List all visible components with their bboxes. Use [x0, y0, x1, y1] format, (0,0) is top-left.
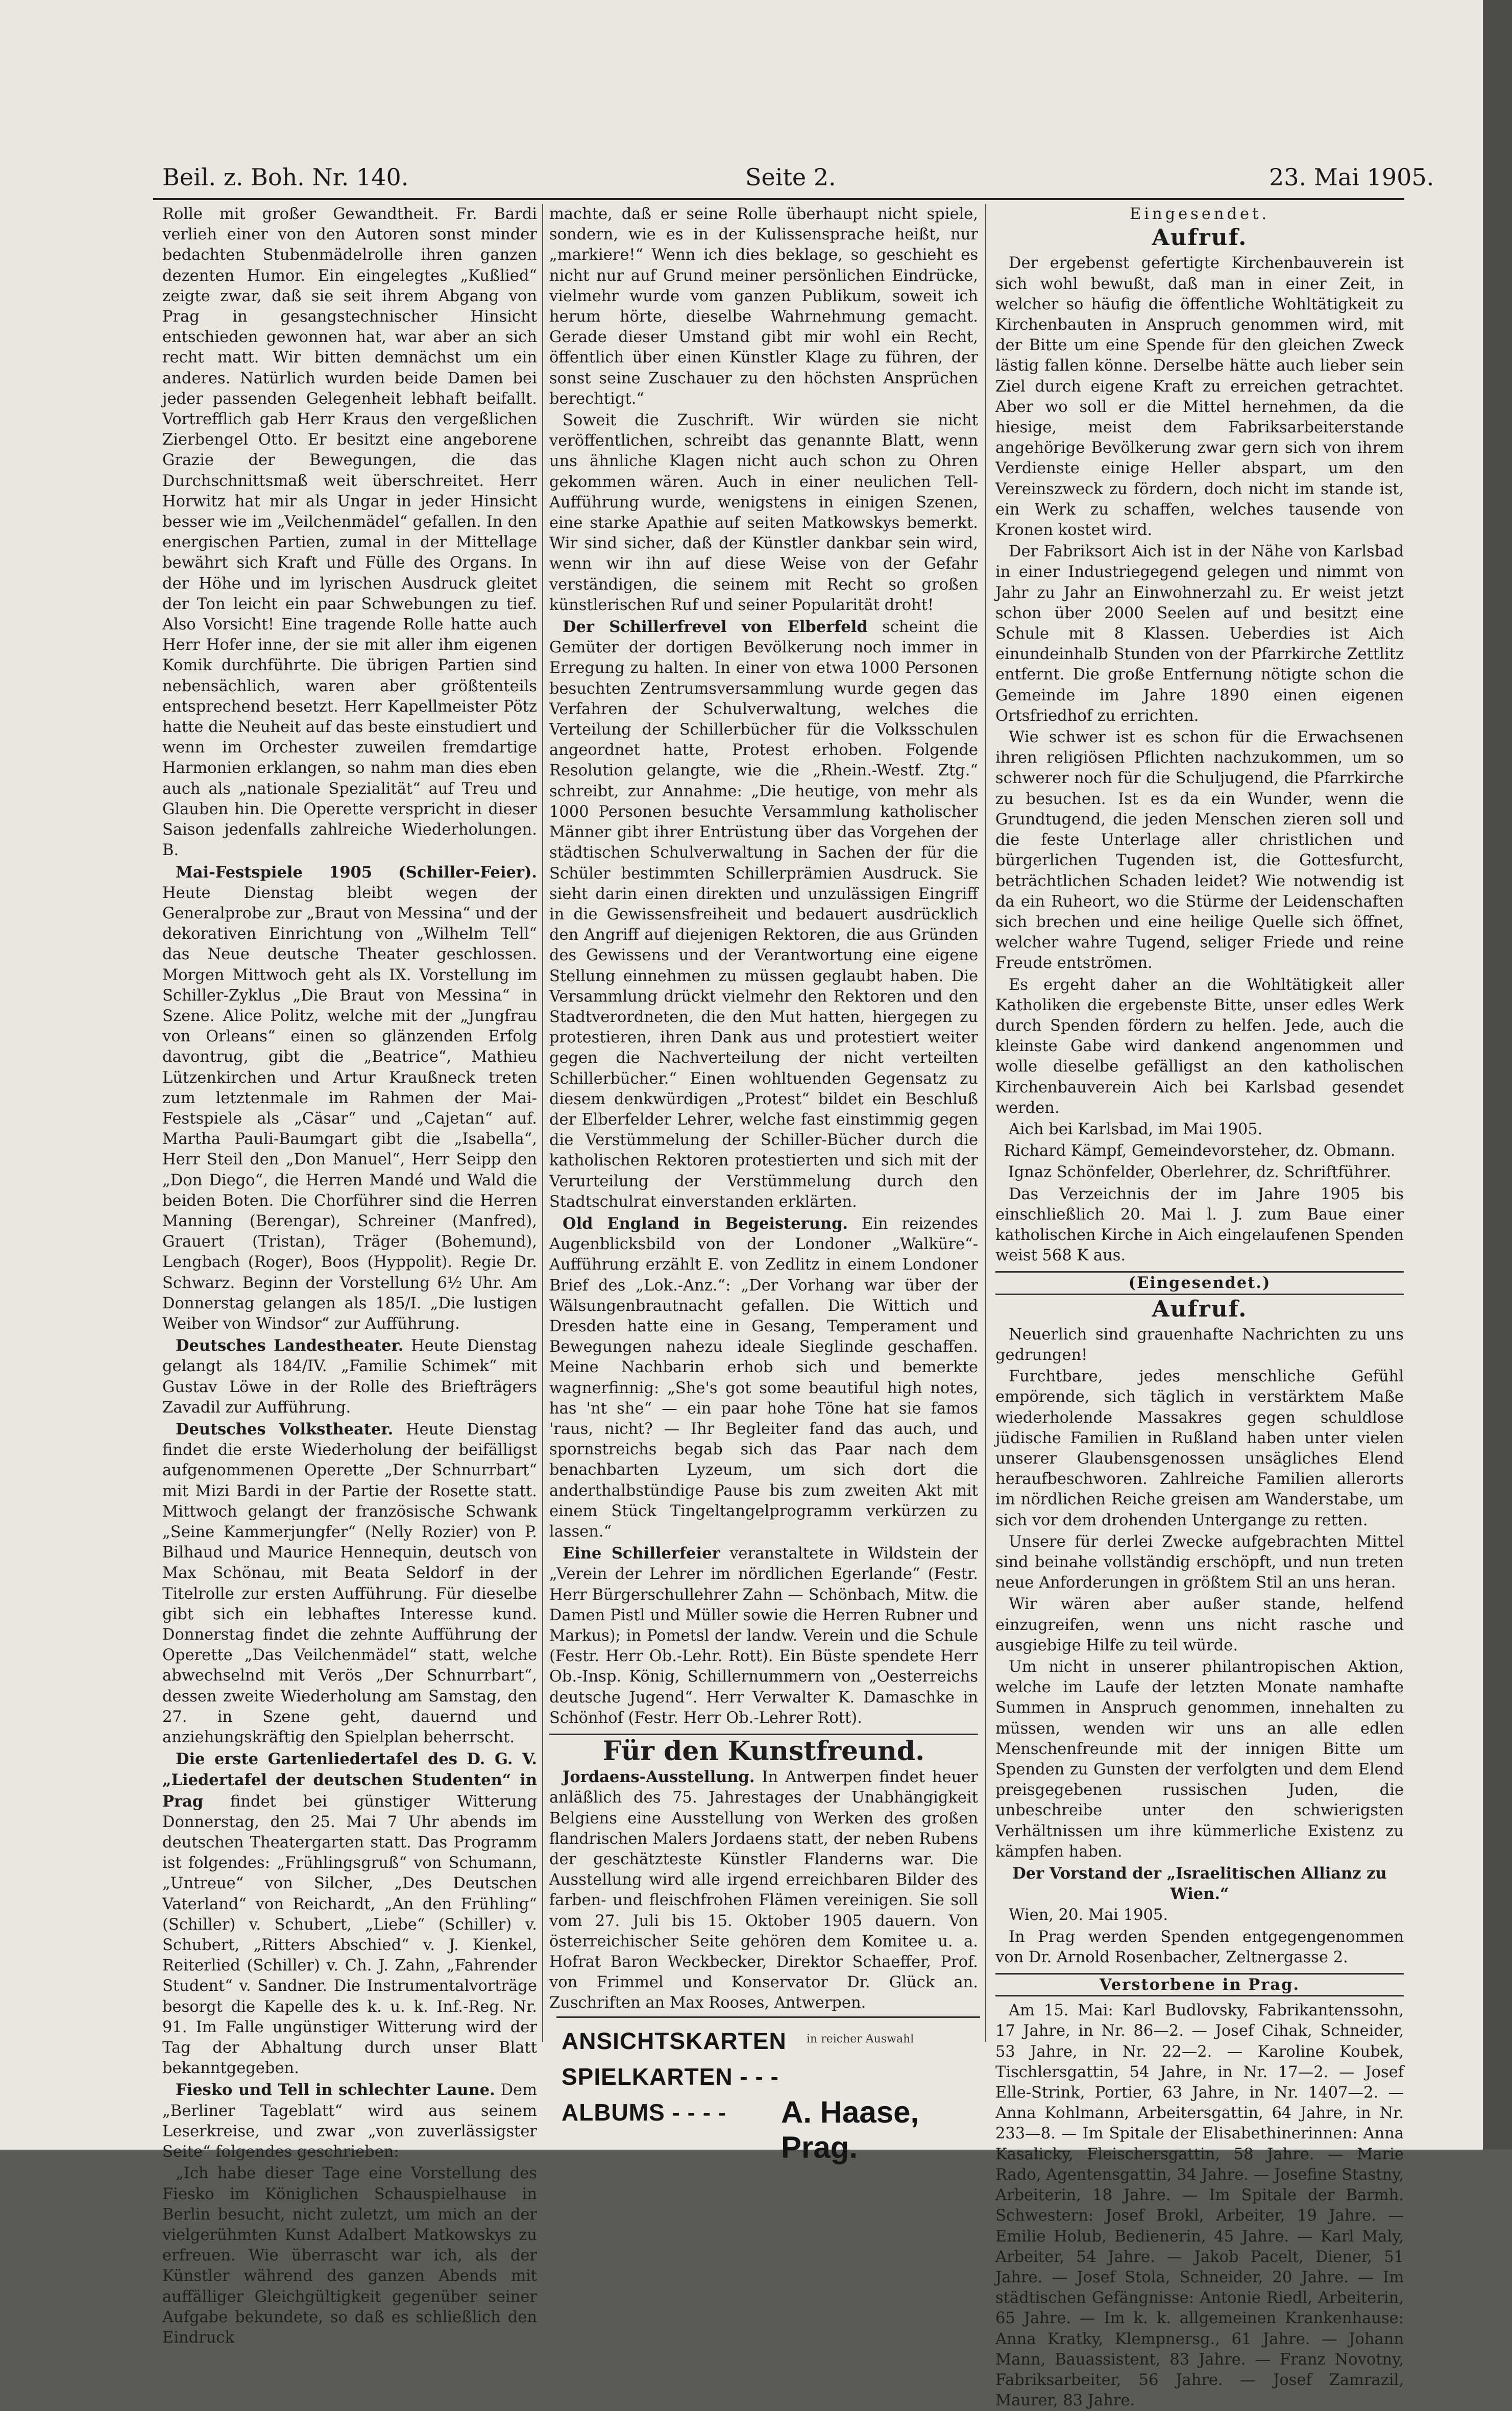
appeal-text: Unsere für derlei Zwecke aufgebrachten Mittel sind beinahe vollständig erschöpft, und nun treten neue Anforderungen in größtem Stil an uns heran. — [995, 1532, 1404, 1592]
column-divider — [985, 204, 986, 2042]
article — [162, 2080, 537, 2162]
article-heading: Eine Schillerfeier — [563, 1544, 720, 1563]
ad-side-note: in reicher Auswahl — [807, 2033, 914, 2045]
appeal-text: In Prag werden Spenden entgegengenommen von Dr. Arnold Rosenbacher, Zeltnergasse 2. — [995, 1928, 1404, 1966]
appeal-text: Das Verzeichnis der im Jahre 1905 bis einschließlich 20. Mai l. J. zum Baue einer katholischen Kirche in Aich eingelaufenen Spenden weist 568 K aus. — [995, 1185, 1404, 1265]
appeal-text: Der ergebenst gefertigte Kirchenbauverein ist sich wohl bewußt, daß man in einer Zeit, in welcher so häufig die öffentliche Wohltätigkeit zu Kirchenbauten in Anspruch genommen wird, mit der Bitte um eine Spende für den gleichen Zweck lästig fallen könne. Derselbe hätte auch lieber sein Ziel durch eigene Kraft zu erreichen getrachtet. Aber wo soll er die Mittel hernehmen, da die hiesige, meist dem Fabriksarbeiterstande angehörige Bevölkerung zwar gern sich von ihrem Verdienste einige Heller abspart, um den Vereinszweck zu fördern, doch nicht im stande ist, ein Werk zu schaffen, welches tausende von Kronen kostet wird. — [995, 254, 1404, 540]
article-heading: Mai-Festspiele 1905 (Schiller-Feier). — [176, 863, 537, 882]
appeal-title: Aufruf. — [1152, 1296, 1248, 1322]
appeal-text: Es ergeht daher an die Wohltätigkeit aller Katholiken die ergebenste Bitte, unser edles Werk durch Spenden fördern zu helfen. Jede, auch die kleinste Gabe wird dankend angenommen und wolle dieselbe gefälligst an den katholischen Kirchenbauverein Aich bei Karlsbad gesendet werden. — [995, 976, 1404, 1117]
appeal-text: Neuerlich sind grauenhafte Nachrichten zu uns gedrungen! — [995, 1325, 1404, 1364]
advertisement — [556, 2016, 980, 2164]
article — [162, 1749, 537, 2079]
submitted-label: Eingesendet. — [1129, 205, 1270, 223]
article-text: scheint die Gemüter der dortigen Bevölkerung noch immer in Erregung zu halten. In einer von etwa 1000 Personen besuchten Zentrumsversammlung wurde gegen das Verfahren der Schulverwaltung, welches die Verteilung der Schillerbücher für die Volksschulen angeordnet hatte, Protest erhoben. Folgende Resolution gelangte, wie die „Rhein.-Westf. Ztg.“ schreibt, zur Annahme: „Die heutige, von mehr als 1000 Personen besuchte Versammlung katholischer Männer gibt ihrer Entrüstung über das Vorgehen der städtischen Schulverwaltung in Sachen der für die Schüler bestimmten Schillerprämien Ausdruck. Sie sieht darin einen direkten und unzulässigen Eingriff in die Gewissensfreiheit und bedauert ausdrücklich den Angriff auf diejenigen Rektoren, die aus Gründen des Gewissens und der Verantwortung eine eigene Stellung einnehmen zu müssen geglaubt haben. Die Versammlung drückt vielmehr den Rektoren und den Stadtverordneten, die den Mut hatten, hiergegen zu protestieren, ihren Dank aus und protestiert weiter gegen die Nachverteilung der nicht verteilten Schillerbücher.“ Einen wohltuenden Gegensatz zu diesem denkwürdigen „Protest“ bildet ein Beschluß der Elberfelder Lehrer, welche fast einstimmig gegen die Verstümmelung der Schiller-Bücher durch die katholischen Rektoren protestierten und sich mit der Verurteilung der Verstümmelung durch den Stadtschulrat einverstanden erklärten. — [549, 618, 979, 1211]
article-text: Soweit die Zuschrift. Wir würden sie nicht veröffentlichen, schreibt das genannte Blatt, wenn uns ähnliche Klagen nicht auch schon zu Ohren gekommen wären. Auch in einer neulichen Tell-Aufführung wurde, wenigstens in einigen Szenen, eine starke Apathie auf seiten Matkowskys bemerkt. Wir sind sicher, daß der Künstler dankbar sein wird, wenn wir ihn auf diese Weise von der Gefahr verständigen, die seinem mit Recht so großen künstlerischen Ruf und seiner Popularität droht! — [549, 411, 978, 614]
article-heading: Jordaens-Ausstellung. — [563, 1768, 755, 1787]
article-text: machte, daß er seine Rolle überhaupt nicht spiele, sondern, wie es in der Kulissensprache heißt, nur „markiere!“ Wenn ich dies beklage, so geschieht es nicht nur auf Grund meiner persönlichen Eindrücke, vielmehr wurde vom ganzen Publikum, soweit ich herum hörte, dieselbe Wahrnehmung gemacht. Gerade dieser Umstand gibt mir wohl ein Recht, öffentlich über einen Künstler Klage zu führen, der sonst seine Zuschauer zu den höchsten Ansprüchen berechtigt.“ — [549, 205, 978, 408]
appeal-title: Aufruf. — [1152, 225, 1248, 251]
column-middle — [549, 204, 978, 2037]
article-heading: Der Schillerfrevel von Elberfeld — [563, 618, 868, 637]
ad-line: ANSICHTSKARTEN — [562, 2028, 787, 2054]
article-text: Heute Dienstag bleibt wegen der Generalprobe zur „Braut von Messina“ und der dekorativen Einrichtung von „Wilhelm Tell“ das Neue deutsche Theater geschlossen. Morgen Mittwoch geht als IX. Vorstellung im Schiller-Zyklus „Die Braut von Messina“ in Szene. Alice Politz, welche mit der „Jungfrau von Orleans“ einen so glänzenden Erfolg davontrug, gibt die „Beatrice“, Mathieu Lützenkirchen und Artur Kraußneck treten zum letztenmale im Rahmen der Mai-Festspiele als „Cäsar“ und „Cajetan“ auf. Martha Pauli-Baumgart gibt die „Isabella“, Herr Steil den „Don Manuel“, Herr Seipp den „Don Diego“, die Herren Mandé und Wald die beiden Boten. Die Chorführer sind die Herren Manning (Berengar), Schreiner (Manfred), Grauert (Tristan), Träger (Bohemund), Lengbach (Roger), Boos (Hyppolit). Regie Dr. Schwarz. Beginn der Vorstellung 6½ Uhr. Am Donnerstag gelangen als 185/I. „Die lustigen Weiber von Windsor“ zur Aufführung. — [162, 884, 537, 1333]
article — [162, 862, 537, 1335]
header-date: 23. Mai 1905. — [1269, 163, 1434, 191]
column-divider — [542, 204, 543, 2042]
article-heading: Deutsches Landestheater. — [176, 1336, 404, 1355]
article-text: Heute Dienstag findet die erste Wiederholung der beifälligst aufgenommenen Operette „Der Schnurrbart“ mit Mizi Bardi in der Partie der Rosette statt. Mittwoch gelangt der französische Schwank „Seine Kammerjungfer“ (Nelly Rozier) von P. Bilhaud und Maurice Hennequin, deutsch von Max Schönau, mit Beata Seldorf in der Titelrolle zur ersten Aufführung. Für dieselbe gibt sich ein lebhaftes Interesse kund. Donnerstag findet die zehnte Aufführung der Operette „Das Veilchenmädel“ statt, welche abwechselnd mit Verös „Der Schnurrbart“, dessen zweite Wiederholung am Samstag, den 27. in Szene geht, dauernd und anziehungskräftig den Spielplan beherrscht. — [162, 1420, 538, 1747]
article-text: findet bei günstiger Witterung Donnerstag, den 25. Mai 7 Uhr abends im deutschen Theatergarten statt. Das Programm ist folgendes: „Frühlingsgruß“ von Schumann, „Untreue“ von Silcher, „Des Deutschen Vaterland“ von Reichardt, „An den Frühling“ (Schiller) v. Schubert, „Liebe“ (Schiller) v. Schubert, „Ritters Abschied“ v. J. Kienkel, Reiterlied (Schiller) v. Ch. J. Zahn, „Fahrender Student“ v. Sandner. Die Instrumentalvorträge besorgt die Kapelle des k. u. k. Inf.-Reg. Nr. 91. Im Falle ungünstiger Witterung wird der Tag der Abhaltung durch unser Blatt bekanntgegeben. — [162, 1792, 537, 2078]
article — [549, 1767, 978, 2013]
article — [162, 1419, 537, 1748]
appeal-place-date: Aich bei Karlsbad, im Mai 1905. — [1009, 1120, 1263, 1138]
appeal-signature: Ignaz Schönfelder, Oberlehrer, dz. Schriftführer. — [1008, 1163, 1392, 1182]
header-page-number: Seite 2. — [745, 163, 836, 191]
article — [162, 1335, 537, 1418]
deaths-list: Am 15. Mai: Karl Budlovsky, Fabrikantenssohn, 17 Jahre, in Nr. 86—2. — Josef Cihak, Schneider, 53 Jahre, in Nr. 22—2. — Karoline Koubek, Tischlersgattin, 54 Jahre, in Nr. 17—2. — Josef Elle-Strink, Portier, 63 Jahre, in Nr. 1407—2. — Anna Kohlmann, Arbeitersgattin, 64 Jahre, in Nr. 233—8. — Im Spitale der Elisabethinerinnen: Anna Kasalicky, Fleischersgattin, 58 Jahre. — Marie Rado, Agentensgattin, 34 Jahre. — Josefine Stastny, Arbeiterin, 18 Jahre. — Im Spitale der Barmh. Schwestern: Josef Brokl, Arbeiter, 19 Jahre. — Emilie Holub, Bedienerin, 45 Jahre. — Karl Maly, Arbeiter, 54 Jahre. — Jakob Pacelt, Diener, 51 Jahre. — Josef Stola, Schneider, 20 Jahre. — Im städtischen Gefängnisse: Antonie Riedl, Arbeiterin, 65 Jahre. — Im k. k. allgemeinen Krankenhause: Anna Kratky, Klempnersg., 61 Jahre. — Johann Mann, Bauassistent, 83 Jahre. — Franz Novotny, Fabriksarbeiter, 56 Jahre. — Josef Zamrazil, Maurer, 83 Jahre. — [995, 2002, 1404, 2410]
appeal-text: Der Fabriksort Aich ist in der Nähe von Karlsbad in einer Industriegegend gelegen und nimmt von Jahr zu Jahr an Einwohnerzahl zu. Er weist jetzt schon über 2000 Seelen auf und besitzt eine Schule mit 8 Klassen. Ueberdies ist Aich einundeinhalb Stunden von der Pfarrkirche Zettlitz entfernt. Die große Entfernung nötigte schon die Gemeinde im Jahre 1890 einen eigenen Ortsfriedhof zu errichten. — [995, 543, 1404, 725]
column-left — [162, 204, 538, 2347]
article — [549, 1213, 978, 1542]
deaths-title: Verstorbene in Prag. — [995, 1973, 1404, 1996]
header-supplement-number: Beil. z. Boh. Nr. 140. — [162, 163, 409, 191]
appeal-signature: Richard Kämpf, Gemeindevorsteher, dz. Obmann. — [1004, 1142, 1396, 1160]
article-text: veranstaltete in Wildstein der „Verein der Lehrer im nördlichen Egerlande“ (Festr. Herr Bürgerschullehrer Zahn — Schönbach, Mitw. die Damen Pistl und Müller sowie die Herren Rubner und Markus); in Pometsl der landw. Verein und die Schule (Festr. Herr Ob.-Lehr. Rott). Ein Büste spendete Herr Ob.-Insp. König, Schillernummern von „Oesterreichs deutsche Jugend“. Herr Verwalter K. Damaschke in Schönhof (Festr. Herr Ob.-Lehrer Rott). — [549, 1545, 978, 1727]
article-heading: Old England in Begeisterung. — [563, 1214, 848, 1233]
appeal-place-date: Wien, 20. Mai 1905. — [1009, 1906, 1168, 1925]
section-title: Für den Kunstfreund. — [549, 1734, 978, 1762]
article-text: Ein reizendes Augenblicksbild von der Londoner „Walküre“-Aufführung erzählt E. von Zedlitz in einem Londoner Brief des „Lok.-Anz.“: „Der Vorhang war über der Wälsungenbrautnacht gefallen. Die Wittich und Dresden hatte eine in Gesang, Temperament und Bewegungen nahezu ideale Sieglinde geschaffen. Meine Nachbarin erhob sich und bemerkte wagnerfinnig: „She's got some beautiful high notes, has 'nt she“ — ein paar hohe Töne hat sie famos 'raus, nicht? — Ihr Begleiter fand das auch, und spornstreichs begab sich das Paar nach dem benachbarten Lyzeum, um sich dort die anderthalbstündige Pause bis zum zweiten Akt mit einem Stück Tingeltangelprogramm verkürzen zu lassen.“ — [549, 1214, 978, 1541]
appeal-signature: Der Vorstand der „Israelitischen Allianz zu Wien.“ — [1012, 1864, 1387, 1904]
article-text: Heute Dienstag gelangt als 184/IV. „Familie Schimek“ mit Gustav Löwe in der Rolle des Briefträgers Zavadil zur Aufführung. — [162, 1337, 538, 1417]
article-text: In Antwerpen findet heuer anläßlich des 75. Jahrestages der Unabhängigkeit Belgiens eine Ausstellung von Werken des großen flandrischen Malers Jordaens statt, der neben Rubens der geschätzteste Künstler Flanderns war. Die Ausstellung wird alle irgend erreichbaren Bilder des farben- und fleischfrohen Flämen vereinigen. Sie soll vom 27. Juli bis 15. Oktober 1905 dauern. Von österreichischer Seite gehören dem Komitee u. a. Hofrat Baron Weckbecker, Direktor Schaeffer, Prof. von Frimmel und Konservator Dr. Glück an. Zuschriften an Max Rooses, Antwerpen. — [549, 1768, 978, 2012]
column-right — [995, 204, 1404, 2410]
ad-line: ALBUMS - - - - — [562, 2099, 727, 2126]
article-heading: Fiesko und Tell in schlechter Laune. — [176, 2081, 495, 2100]
article-text: Rolle mit großer Gewandtheit. Fr. Bardi verlieh einer von den Autoren sonst minder bedachten Stubenmädelrolle ihren ganzen dezenten Humor. Ein eingelegtes „Kußlied“ zeigte zwar, daß sie seit ihrem Abgang von Prag in gesangstechnischer Hinsicht entschieden gewonnen hat, war aber an sich recht matt. Wir bitten demnächst um ein anderes. Natürlich wurden beide Damen bei jeder passenden Gelegenheit lebhaft beifallt. Vortrefflich gab Herr Kraus den vergeßlichen Zierbengel Otto. Er besitzt eine angeborene Grazie der Bewegungen, die das Durchschnittsmaß weit überschreitet. Herr Horwitz hat mir als Ungar in jeder Hinsicht besser wie im „Veilchenmädel“ gefallen. In den energischen Partien, zumal in der Mittellage bewährt sich Kraft und Fülle des Organs. In der Höhe und im lyrischen Ausdruck gleitet der Ton leicht ein paar Schwebungen zu tief. Also Vorsicht! Eine tragende Rolle hatte auch Herr Hofer inne, der sie mit aller ihm eigenen Komik durchführte. Die übrigen Partien sind nebensächlich, waren aber größtenteils entsprechend besetzt. Herr Kapellmeister Pötz hatte die Neuheit auf das beste einstudiert und wenn im Orchester zuweilen fremdartige Harmonien erklangen, so nahm man dies eben auch als „nationale Spezialität“ auf Treu und Glauben hin. Die Operette verspricht in dieser Saison jedenfalls zahlreiche Wiederholungen. B. — [162, 205, 537, 860]
page-edge-shadow — [1483, 0, 1512, 2150]
submitted-label: (Eingesendet.) — [995, 1271, 1404, 1295]
article-quote: „Ich habe dieser Tage eine Vorstellung des Fiesko im Königlichen Schauspielhause in Berlin besucht, nicht zuletzt, um mich an der vielgerühmten Kunst Adalbert Matkowskys zu erfreuen. Wie überrascht war ich, als der Künstler während des ganzen Abends mit auffälliger Gleichgültigkeit gegenüber seiner Aufgabe bekundete, so daß es schließlich den Eindruck — [162, 2164, 537, 2347]
article-text: Dem „Berliner Tageblatt“ wird aus seinem Leserkreise, und zwar „von zuverlässigster Seite“ folgendes geschrieben: — [162, 2081, 537, 2161]
appeal-text: Furchtbare, jedes menschliche Gefühl empörende, sich täglich in verstärktem Maße wiederholende Massakres gegen schuldlose jüdische Familien in Rußland haben unter vielen unserer Glaubensgenossen unsägliches Elend heraufbeschworen. Zahlreiche Familien allerorts im nördlichen Reiche greisen am Wanderstabe, um sich vor dem drohenden Untergange zu retten. — [995, 1368, 1404, 1529]
ad-brand: A. Haase, Prag. — [781, 2095, 919, 2164]
header-rule — [153, 198, 1404, 200]
appeal-text: Wie schwer ist es schon für die Erwachsenen ihren religiösen Pflichten nachzukommen, um so schwerer noch für die Schuljugend, die Pfarrkirche zu besuchen. Ist es da ein Wunder, wenn die Grundtugend, die jeden Menschen zieren soll und die feste Unterlage aller christlichen und bürgerlichen Tugenden ist, die Gottesfurcht, beträchtlichen Schaden leidet? Wie notwendig ist da ein Ruheort, wo die Stürme der Leidenschaften sich brechen und eine heilige Quelle sich öffnet, welcher wahre Tugend, seliger Friede und reine Freude entströmen. — [995, 728, 1404, 972]
article — [549, 617, 978, 1212]
ad-line: SPIELKARTEN - - - — [562, 2063, 779, 2090]
article — [549, 1543, 978, 1728]
appeal-text: Um nicht in unserer philantropischen Aktion, welche im Laufe der letzten Monate namhafte Summen in Anspruch genommen, innehalten zu müssen, wenden wir uns an alle edlen Menschenfreunde mit der innigen Bitte um Spenden zu Gunsten der verfolgten und dem Elend preisgegebenen russischen Juden, die unbeschreibe unter den schwierigsten Verhältnissen um ihre kümmerliche Existenz zu kämpfen haben. — [995, 1658, 1404, 1861]
article-heading: Die erste Gartenliedertafel des D. G. V. „Liedertafel der deutschen Studenten“ in Prag — [162, 1750, 537, 1811]
appeal-text: Wir wären aber außer stande, helfend einzugreifen, wenn uns nicht rasche und ausgiebige Hilfe zu teil würde. — [995, 1595, 1404, 1654]
article-heading: Deutsches Volkstheater. — [176, 1420, 394, 1439]
